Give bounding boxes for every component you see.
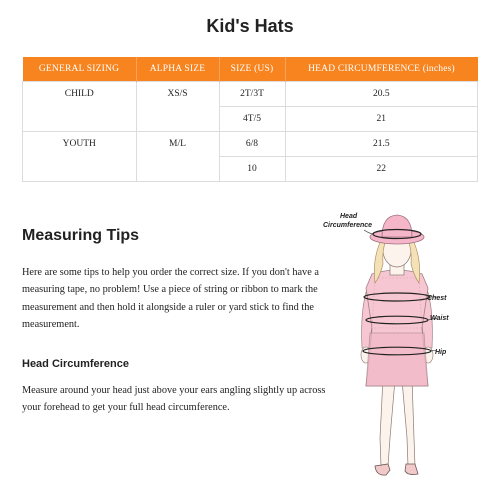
header-alpha-size: ALPHA SIZE — [136, 57, 219, 82]
table-header-row — [23, 57, 478, 82]
header-head-circumference: HEAD CIRCUMFERENCE (inches) — [285, 57, 478, 82]
measuring-tips-text: Here are some tips to help you order the correct size. If you don't have a measuring tape, no problem! Use a piece of string or ribbon to mark the measurement and then hold it alongside a ruler or yard stick to find the measurement. — [22, 267, 319, 331]
head-circumference-heading: Head Circumference — [22, 358, 129, 370]
cell-alpha: XS/S — [136, 82, 219, 132]
label-head: Head — [340, 213, 358, 220]
measuring-tips-heading: Measuring Tips — [22, 227, 140, 244]
header-size-us: SIZE (US) — [219, 57, 285, 82]
cell-size: 6/8 — [219, 132, 285, 157]
page-title: Kid's Hats — [206, 16, 294, 36]
child-legs — [380, 378, 415, 466]
cell-circumference: 22 — [285, 157, 478, 182]
header-general-sizing: GENERAL SIZING — [23, 57, 137, 82]
cell-circumference: 20.5 — [285, 82, 478, 107]
cell-circumference: 21 — [285, 107, 478, 132]
table-row — [23, 82, 478, 107]
measurement-illustration — [320, 208, 495, 493]
cell-size: 4T/5 — [219, 107, 285, 132]
cell-general: YOUTH — [23, 132, 137, 182]
table-row — [23, 132, 478, 157]
label-hip: Hip — [435, 349, 447, 356]
child-shoes — [375, 464, 418, 475]
head-circumference-text: Measure around your head just above your ears angling slightly up across your forehead to get your full head circumference. — [22, 385, 326, 414]
label-waist: Waist — [430, 315, 449, 322]
cell-circumference: 21.5 — [285, 132, 478, 157]
cell-size: 2T/3T — [219, 82, 285, 107]
size-chart-table — [22, 57, 478, 182]
cell-size: 10 — [219, 157, 285, 182]
label-circumference: Circumference — [323, 222, 373, 229]
label-chest: Chest — [427, 295, 447, 302]
cell-general: CHILD — [23, 82, 137, 132]
cell-alpha: M/L — [136, 132, 219, 182]
child-outfit — [366, 270, 428, 386]
